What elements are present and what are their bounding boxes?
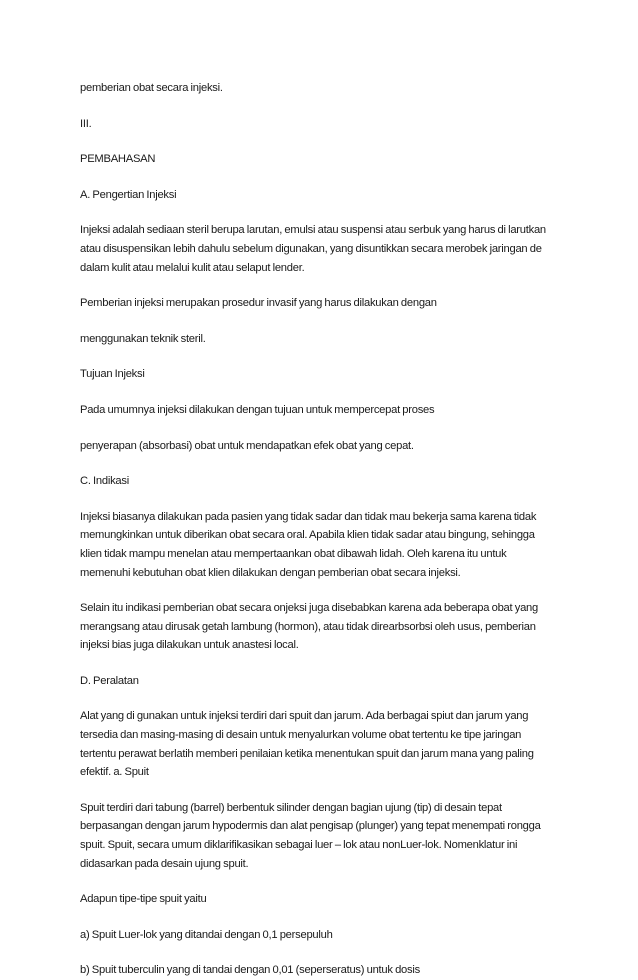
subheading: Tujuan Injeksi (80, 368, 145, 381)
paragraph: Injeksi adalah sediaan steril berupa larutan, emulsi atau suspensi atau serbuk yang harus di larutkan atau disuspensikan lebih dahulu sebelum digunakan, yang disuntikkan secara merobek jaringan de dalam kulit atau melalui kulit atau selaput lender. (80, 224, 546, 274)
subheading: C. Indikasi (80, 475, 129, 488)
paragraph: Pada umumnya injeksi dilakukan dengan tujuan untuk mempercepat proses (80, 403, 435, 416)
paragraph: pemberian obat secara injeksi. (80, 82, 223, 94)
paragraph: penyerapan (absorbasi) obat untuk mendapatkan efek obat yang cepat. (80, 439, 414, 452)
paragraph: Adapun tipe-tipe spuit yaitu (80, 893, 207, 906)
paragraph: Injeksi biasanya dilakukan pada pasien yang tidak sadar dan tidak mau bekerja sama karena tidak memungkinkan untuk diberikan obat secara oral. Apabila klien tidak sadar atau bingung, sehingga klien tidak mampu menelan atau mempertaankan obat dibawah lidah. Oleh karena itu untuk memenuhi kebutuhan obat klien dilakukan dengan pemberian obat secara injeksi. (80, 510, 537, 579)
list-item: a) Spuit Luer-lok yang ditandai dengan 0,1 persepuluh (80, 928, 333, 941)
paragraph: Alat yang di gunakan untuk injeksi terdiri dari spuit dan jarum. Ada berbagai spiut dan jarum yang tersedia dan masing-masing di desain untuk menyalurkan volume obat tertentu ke tipe jaringan tertentu perawat berlatih memberi penilaian ketika menentukan spuit dan jarum mana yang paling efektif. a. Spuit (80, 710, 534, 779)
subheading: D. Peralatan (80, 674, 139, 687)
paragraph: Pemberian injeksi merupakan prosedur invasif yang harus dilakukan dengan (80, 297, 437, 310)
paragraph: Spuit terdiri dari tabung (barrel) berbentuk silinder dengan bagian ujung (tip) di desain tepat berpasangan dengan jarum hypodermis dan alat pengisap (plunger) yang tepat menempati rongga spuit. Spuit, secara umum diklarifikasikan sebagai luer – lok atau nonLuer-lok. Nomenklatur ini didasarkan pada desain ujung spuit. (80, 801, 541, 870)
list-item: b) Spuit tuberculin yang di tandai dengan 0,01 (seperseratus) untuk dosis (80, 964, 420, 977)
paragraph: menggunakan teknik steril. (80, 332, 206, 345)
section-number: III. (80, 117, 92, 130)
paragraph: Selain itu indikasi pemberian obat secara onjeksi juga disebabkan karena ada beberapa obat yang merangsang atau dirusak getah lambung (hormon), atau tidak direarbsorbsi oleh usus, pemberian injeksi bias juga dilakukan untuk anastesi local. (80, 602, 538, 652)
section-title: PEMBAHASAN (80, 153, 156, 166)
subheading: A. Pengertian Injeksi (80, 188, 177, 201)
